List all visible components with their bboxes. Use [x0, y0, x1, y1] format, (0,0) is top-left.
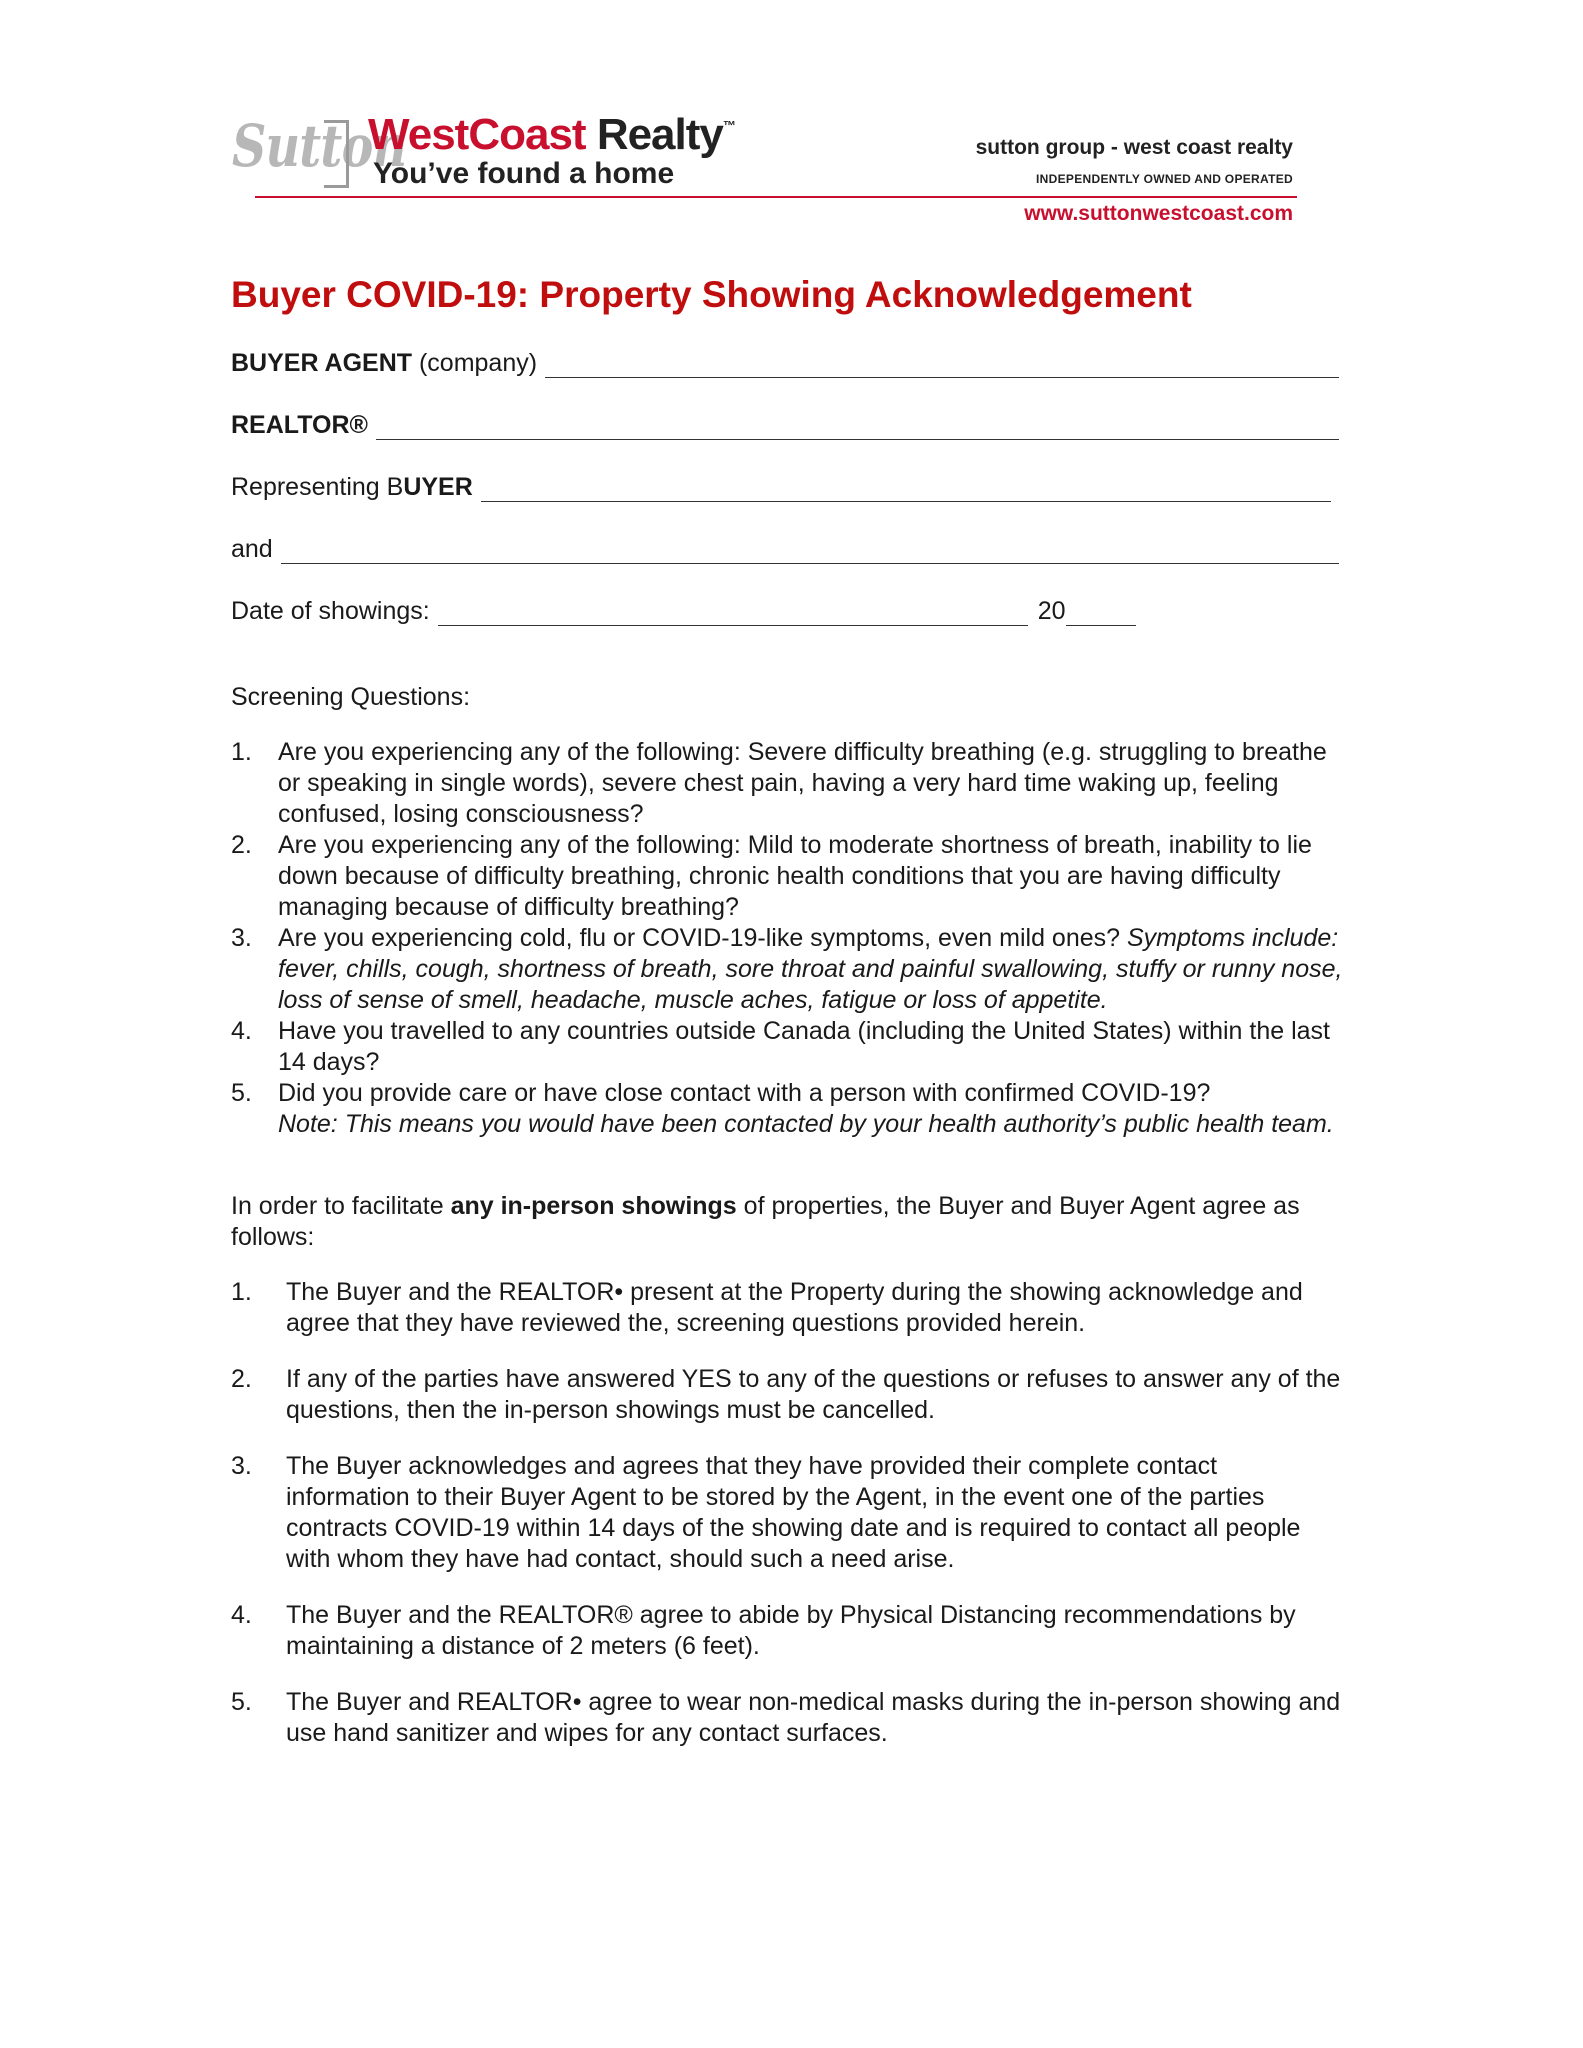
agreement-text: The Buyer and the REALTOR® agree to abide by Physical Distancing recommendations by maintaining a distance of 2 meters (6 feet).	[286, 1601, 1296, 1660]
buyer-agent-field[interactable]	[231, 344, 1339, 378]
list-item	[231, 1687, 1343, 1749]
date-blank[interactable]	[438, 599, 1028, 626]
agreement-number: 5.	[231, 1688, 252, 1716]
representing-buyer-field[interactable]	[231, 468, 1331, 502]
list-item	[231, 1451, 1343, 1575]
agreement-text: If any of the parties have answered YES to any of the questions or refuses to answer any of the questions, then the in-person showings must be cancelled.	[286, 1365, 1341, 1424]
list-item	[231, 1600, 1343, 1662]
question-text: Have you travelled to any countries outside Canada (including the United States) within the last 14 days?	[278, 1017, 1330, 1076]
question-text: Did you provide care or have close contact with a person with confirmed COVID-19?	[278, 1079, 1211, 1107]
logo-frame-mark	[324, 120, 349, 188]
year-blank[interactable]	[1066, 599, 1136, 626]
question-number: 2.	[231, 831, 252, 859]
question-note: Note: This means you would have been contacted by your health authority’s public health team.	[278, 1110, 1334, 1138]
agreement-intro	[231, 1191, 1341, 1253]
screening-heading: Screening Questions:	[231, 683, 471, 711]
westcoast-realty-logo	[368, 110, 735, 160]
list-item	[231, 1078, 1343, 1140]
list-item	[231, 737, 1343, 830]
sutton-logo: Sutton	[232, 112, 407, 180]
logo-tm: ™	[722, 118, 735, 133]
question-text: Are you experiencing any of the following: Severe difficulty breathing (e.g. struggling to breathe or speaking in single words), severe chest pain, having a very hard time waking up, feeling confused, losing consciousness?	[278, 738, 1327, 828]
agreement-text: The Buyer and REALTOR• agree to wear non-medical masks during the in-person showing and use hand sanitizer and wipes for any contact surfaces.	[286, 1688, 1341, 1747]
intro-pre: In order to facilitate	[231, 1192, 451, 1220]
representing-buyer-blank[interactable]	[481, 475, 1331, 502]
representing-label-bold: UYER	[403, 473, 473, 501]
list-item	[231, 1016, 1343, 1078]
intro-bold: any in-person showings	[450, 1192, 737, 1220]
agreement-number: 1.	[231, 1278, 252, 1306]
agreement-number: 4.	[231, 1601, 252, 1629]
buyer-agent-blank[interactable]	[545, 351, 1339, 378]
and-label: and	[231, 535, 273, 563]
question-number: 5.	[231, 1079, 252, 1107]
buyer-agent-label: BUYER AGENT	[231, 349, 413, 377]
representing-label: Representing B	[231, 473, 404, 501]
logo-tagline: You’ve found a home	[373, 157, 675, 190]
screening-questions-list	[231, 737, 1343, 1140]
header-divider	[255, 196, 1297, 198]
year-prefix: 20	[1037, 597, 1066, 625]
buyer-agent-label-suffix: (company)	[412, 349, 538, 377]
company-subtitle: INDEPENDENTLY OWNED AND OPERATED	[1036, 172, 1293, 186]
date-of-showings-field[interactable]	[231, 592, 1339, 626]
agreement-text: The Buyer and the REALTOR• present at the Property during the showing acknowledge and agree that they have reviewed the, screening questions provided herein.	[286, 1278, 1303, 1337]
date-label: Date of showings:	[231, 597, 430, 625]
logo-westcoast: WestCoast	[368, 110, 586, 159]
list-item	[231, 1364, 1343, 1426]
agreements-list	[231, 1277, 1343, 1774]
list-item	[231, 923, 1343, 1016]
logo-realty: Realty	[596, 110, 723, 159]
question-number: 1.	[231, 738, 252, 766]
page-title: Buyer COVID-19: Property Showing Acknowledgement	[231, 274, 1192, 315]
list-item	[231, 1277, 1343, 1339]
realtor-field[interactable]	[231, 406, 1339, 440]
question-number: 3.	[231, 924, 252, 952]
company-name: sutton group - west coast realty	[975, 136, 1293, 159]
and-blank[interactable]	[281, 537, 1339, 564]
list-item	[231, 830, 1343, 923]
question-note: Symptoms include: fever, chills, cough, shortness of breath, sore throat and painful swallowing, stuffy or runny nose, loss of sense of smell, headache, muscle aches, fatigue or loss of appetite.	[278, 924, 1343, 1014]
realtor-label: REALTOR®	[231, 411, 368, 439]
question-number: 4.	[231, 1017, 252, 1045]
intro-post: of properties, the Buyer and Buyer Agent agree as follows:	[231, 1192, 1300, 1251]
question-text: Are you experiencing any of the following: Mild to moderate shortness of breath, inability to lie down because of difficulty breathing, chronic health conditions that you are having difficulty managing because of difficulty breathing?	[278, 831, 1312, 921]
realtor-blank[interactable]	[376, 413, 1339, 440]
website-link[interactable]: www.suttonwestcoast.com	[1024, 202, 1293, 225]
question-text: Are you experiencing cold, flu or COVID-19-like symptoms, even mild ones?	[278, 924, 1127, 952]
agreement-text: The Buyer acknowledges and agrees that they have provided their complete contact information to their Buyer Agent to be stored by the Agent, in the event one of the parties contracts COVID-19 within 14 days of the showing date and is required to contact all people with whom they have had contact, should such a need arise.	[286, 1452, 1301, 1573]
and-field[interactable]	[231, 530, 1339, 564]
agreement-number: 3.	[231, 1452, 252, 1480]
agreement-number: 2.	[231, 1365, 252, 1393]
